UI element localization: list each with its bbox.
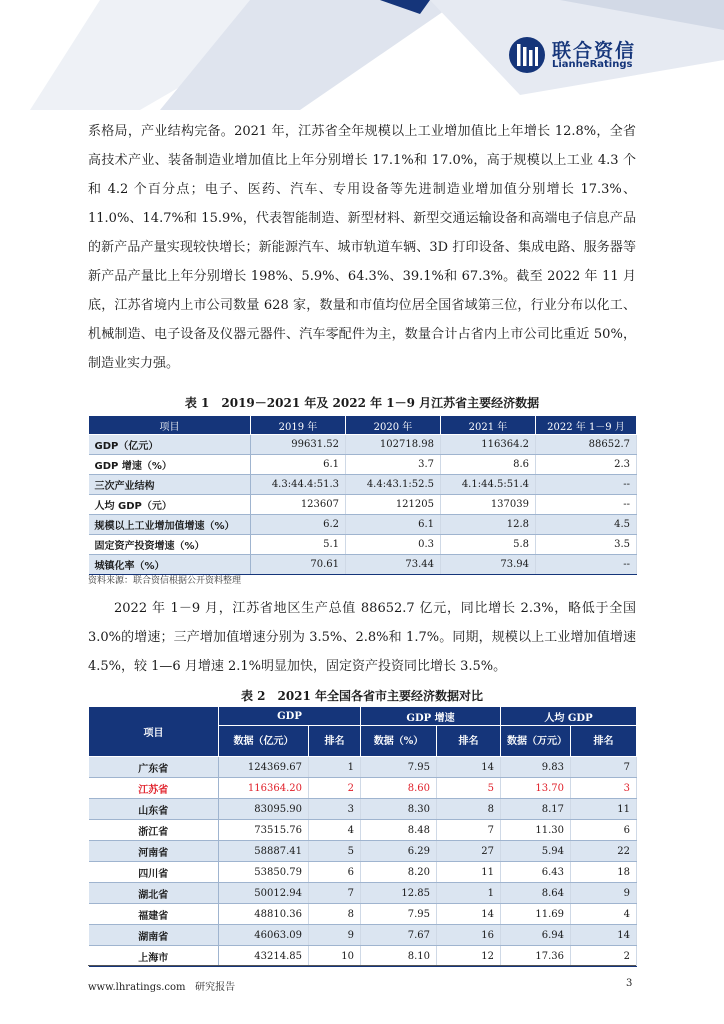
lianhe-logo-icon [508,36,546,74]
table-cell: 9.83 [501,757,571,778]
table-cell: 2 [571,946,637,967]
province-label: 江苏省 [89,778,219,799]
table-cell: 4.1:44.5:51.4 [441,475,536,495]
table-cell: 6 [309,862,361,883]
table-cell: 2.3 [536,455,637,475]
table1-header-cell: 项目 [89,416,251,435]
table2-item-header: 项目 [89,707,219,757]
row-label: GDP 增速（%） [89,455,251,475]
table-cell: 99631.52 [251,435,346,455]
table1-header-cell: 2022 年 1－9 月 [536,416,637,435]
table-cell: -- [536,475,637,495]
table-row [89,455,637,475]
table-cell: 70.61 [251,555,346,575]
footer-divider [88,965,636,966]
table2-subheader: 数据（万元） [501,726,571,757]
table2-group-header: GDP 增速 [361,707,501,726]
table-cell: 43214.85 [219,946,309,967]
brand-name-en: LianheRatings [552,59,633,70]
table-cell: 17.36 [501,946,571,967]
table-cell: 8 [309,904,361,925]
province-label: 福建省 [89,904,219,925]
table-cell: 6.2 [251,515,346,535]
table-row [89,946,637,967]
table-cell: 4.5 [536,515,637,535]
table-cell: 5 [309,841,361,862]
table-cell: 7 [571,757,637,778]
table-cell: 116364.20 [219,778,309,799]
table-cell: 10 [309,946,361,967]
province-label: 湖北省 [89,883,219,904]
table2-caption: 表 2 2021 年全国各省市主要经济数据对比 [240,689,484,703]
body-paragraph-2: 2022 年 1－9 月，江苏省地区生产总值 88652.7 亿元，同比增长 2.3%，略低于全国 3.0%的增速；三产增加值增速分别为 3.5%、2.8%和 1.7%。同期，规模以上工业增加值增速 4.5%，较 1—6 月增速 2.1%明显加快，固定资产投资同比增长 3.5%。 [88,601,636,674]
table-cell: 8.20 [361,862,437,883]
table-cell: 3 [309,799,361,820]
table-cell: 4.4:43.1:52.5 [346,475,441,495]
table-row [89,820,637,841]
table-cell: 121205 [346,495,441,515]
table-cell: 11.30 [501,820,571,841]
table-cell: 4 [309,820,361,841]
table-cell: 83095.90 [219,799,309,820]
table-cell: 5.94 [501,841,571,862]
table1-header-row [89,416,637,435]
table-row [89,555,637,575]
table-cell: 9 [571,883,637,904]
footer-doc-type: 研究报告 [195,982,236,993]
table-cell: 14 [571,925,637,946]
table-row-highlighted [89,778,637,799]
table-cell: 3.7 [346,455,441,475]
table-cell: 11 [437,862,501,883]
table-row [89,883,637,904]
table-row [89,925,637,946]
table-cell: 102718.98 [346,435,441,455]
table-cell: 4.3:44.4:51.3 [251,475,346,495]
table2-group-header: 人均 GDP [501,707,637,726]
table1-header-cell: 2021 年 [441,416,536,435]
table-cell: 9 [309,925,361,946]
table-cell: 7.95 [361,904,437,925]
table-cell: 18 [571,862,637,883]
table1-source: 资料来源：联合资信根据公开资料整理 [88,576,242,586]
table-cell: 3.5 [536,535,637,555]
brand-name-cn: 联合资信 [552,40,637,62]
table-cell: 13.70 [501,778,571,799]
table2-subheader: 排名 [309,726,361,757]
table-cell: 137039 [441,495,536,515]
table-cell: 73.44 [346,555,441,575]
row-label: 城镇化率（%） [89,555,251,575]
table-cell: 14 [437,904,501,925]
province-label: 浙江省 [89,820,219,841]
table-cell: 12.85 [361,883,437,904]
table2-group-header: GDP [219,707,361,726]
table-cell: 6.94 [501,925,571,946]
table2-subheader: 排名 [571,726,637,757]
table-row [89,757,637,778]
table-cell: 6.29 [361,841,437,862]
province-label: 四川省 [89,862,219,883]
table-cell: 4 [571,904,637,925]
table-cell: 2 [309,778,361,799]
table-cell: 58887.41 [219,841,309,862]
table-cell: 46063.09 [219,925,309,946]
table1-header-cell: 2020 年 [346,416,441,435]
table-cell: 48810.36 [219,904,309,925]
province-label: 湖南省 [89,925,219,946]
table-cell: 6.1 [251,455,346,475]
table-cell: 12 [437,946,501,967]
table-cell: 8.17 [501,799,571,820]
row-label: 三次产业结构 [89,475,251,495]
body-paragraph-1: 系格局，产业结构完备。2021 年，江苏省全年规模以上工业增加值比上年增长 12.8%，全省高技术产业、装备制造业增加值比上年分别增长 17.1%和 17.0%，高于规模以上工业 4.3 个和 4.2 个百分点；电子、医药、汽车、专用设备等先进制造业增加值分别增长 17.3%、11.0%、14.7%和 15.9%，代表智能制造、新型材料、新型交通运输设备和高端电子信息产品的新产品产量实现较快增长；新能源汽车、城市轨道车辆、3D 打印设备、集成电路、服务器等新产品产量比上年分别增长 198%、5.9%、64.3%、39.1%和 67.3%。截至 2022 年 11 月底，江苏省境内上市公司数量 628 家，数量和市值均位居全国省域第三位，行业分布以化工、机械制造、电子设备及仪器元器件、汽车零配件为主，数量合计占省内上市公司比重近 50%，制造业实力强。 [88,124,636,371]
table-cell: 5.8 [441,535,536,555]
page-number: 3 [626,978,633,989]
table-cell: 8 [437,799,501,820]
table-cell: 8.10 [361,946,437,967]
table-cell: 8.48 [361,820,437,841]
table-cell: 3 [571,778,637,799]
table-cell: 8.60 [361,778,437,799]
table-row [89,862,637,883]
table1-caption: 表 1 2019－2021 年及 2022 年 1－9 月江苏省主要经济数据 [184,396,540,410]
table-row [89,475,637,495]
table-cell: 8.30 [361,799,437,820]
table-cell: 124369.67 [219,757,309,778]
table-cell: 7.67 [361,925,437,946]
table-row [89,841,637,862]
table-cell: 5 [437,778,501,799]
province-label: 山东省 [89,799,219,820]
province-label: 广东省 [89,757,219,778]
table-row [89,435,637,455]
table-cell: 22 [571,841,637,862]
table-cell: 50012.94 [219,883,309,904]
table2-group-header-row [89,707,637,726]
table-cell: -- [536,495,637,515]
table-cell: 7.95 [361,757,437,778]
table-cell: 16 [437,925,501,946]
table-cell: 11.69 [501,904,571,925]
province-label: 河南省 [89,841,219,862]
row-label: 规模以上工业增加值增速（%） [89,515,251,535]
table-cell: 88652.7 [536,435,637,455]
table-cell: 6.1 [346,515,441,535]
table2 [88,706,637,967]
table-cell: 8.6 [441,455,536,475]
table-row [89,535,637,555]
table-cell: 5.1 [251,535,346,555]
table2-subheader: 数据（%） [361,726,437,757]
table-cell: 73.94 [441,555,536,575]
table-cell: 1 [309,757,361,778]
row-label: 人均 GDP（元） [89,495,251,515]
table-cell: 6 [571,820,637,841]
table-cell: 12.8 [441,515,536,535]
table2-subheader: 数据（亿元） [219,726,309,757]
table-cell: 7 [309,883,361,904]
table-cell: 53850.79 [219,862,309,883]
table-cell: 0.3 [346,535,441,555]
table-cell: 11 [571,799,637,820]
table1-header-cell: 2019 年 [251,416,346,435]
table1 [88,415,637,575]
row-label: 固定资产投资增速（%） [89,535,251,555]
table-row [89,904,637,925]
table-cell: 116364.2 [441,435,536,455]
table-cell: 1 [437,883,501,904]
table-cell: 73515.76 [219,820,309,841]
table-cell: -- [536,555,637,575]
table-cell: 27 [437,841,501,862]
footer-site-link[interactable]: www.lhratings.com [88,982,186,993]
brand-logo [508,36,638,76]
table-cell: 8.64 [501,883,571,904]
table2-subheader: 排名 [437,726,501,757]
table-cell: 7 [437,820,501,841]
table-row [89,799,637,820]
table-row [89,515,637,535]
footer-left [88,978,235,993]
table-row [89,495,637,515]
table-cell: 6.43 [501,862,571,883]
province-label: 上海市 [89,946,219,967]
table-cell: 14 [437,757,501,778]
row-label: GDP（亿元） [89,435,251,455]
table-cell: 123607 [251,495,346,515]
